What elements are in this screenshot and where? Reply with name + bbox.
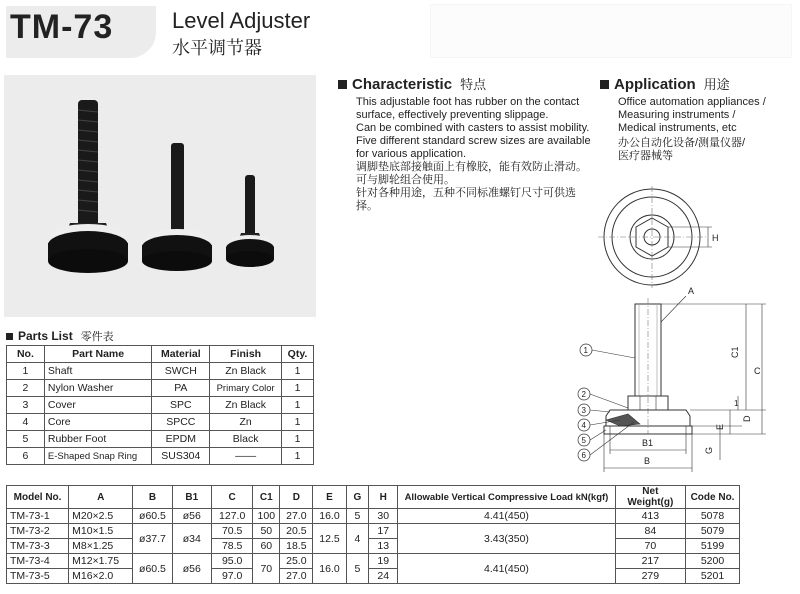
table-cell: Shaft (44, 363, 151, 380)
table-cell: 97.0 (211, 569, 252, 584)
table-row (7, 380, 314, 397)
table-row (7, 524, 740, 539)
table-cell: 5201 (686, 569, 740, 584)
table-cell: Black (210, 431, 282, 448)
table-cell: 279 (615, 569, 685, 584)
table-row (7, 448, 314, 465)
table-cell: 60 (253, 539, 280, 554)
table-cell: Zn Black (210, 397, 282, 414)
column-header: Finish (210, 346, 282, 363)
table-cell: 5 (346, 509, 369, 524)
table-cell: 3.43(350) (398, 524, 615, 554)
table-cell: 1 (282, 448, 314, 465)
table-row (7, 397, 314, 414)
table-cell: EPDM (152, 431, 210, 448)
column-header: B1 (172, 486, 211, 509)
column-header: A (69, 486, 133, 509)
column-header: Net Weight(g) (615, 486, 685, 509)
table-cell: 5199 (686, 539, 740, 554)
table-cell: —— (210, 448, 282, 465)
application-line: Measuring instruments / (618, 109, 736, 121)
table-cell: ø60.5 (133, 554, 172, 584)
characteristic-line: Can be combined with casters to assist mobility. (356, 122, 590, 134)
characteristic-line: for various application. (356, 148, 467, 160)
table-cell: 5079 (686, 524, 740, 539)
column-header: E (313, 486, 346, 509)
table-cell: ø34 (172, 524, 211, 554)
table-cell: 1 (282, 431, 314, 448)
table-cell: TM-73-2 (7, 524, 69, 539)
dim-label-d: D (742, 415, 752, 422)
table-cell: 127.0 (211, 509, 252, 524)
table-cell: 25.0 (280, 554, 313, 569)
square-bullet-icon (6, 333, 13, 340)
table-row (7, 569, 740, 584)
dim-label-b: B (644, 456, 651, 466)
table-cell: ø60.5 (133, 509, 172, 524)
table-cell: 24 (369, 569, 398, 584)
table-cell: 5078 (686, 509, 740, 524)
table-cell: 70 (253, 554, 280, 584)
table-cell: 17 (369, 524, 398, 539)
table-cell: Zn Black (210, 363, 282, 380)
table-cell: Cover (44, 397, 151, 414)
column-header: Part Name (44, 346, 151, 363)
table-cell: M8×1.25 (69, 539, 133, 554)
square-bullet-icon (338, 80, 347, 89)
column-header: G (346, 486, 369, 509)
table-cell: 1 (7, 363, 45, 380)
dim-label: H (712, 233, 719, 243)
application-line: Medical instruments, etc (618, 122, 737, 134)
table-cell: 30 (369, 509, 398, 524)
table-cell: 100 (253, 509, 280, 524)
table-cell: 95.0 (211, 554, 252, 569)
top-view-drawing (590, 186, 790, 290)
table-cell: TM-73-5 (7, 569, 69, 584)
characteristic-line: This adjustable foot has rubber on the contact (356, 96, 580, 108)
table-cell: 20.5 (280, 524, 313, 539)
table-cell: 5 (346, 554, 369, 584)
table-cell: ø56 (172, 554, 211, 584)
table-cell: 6 (7, 448, 45, 465)
table-cell: 1 (282, 397, 314, 414)
table-cell: 5200 (686, 554, 740, 569)
table-cell: 4 (346, 524, 369, 554)
product-photo (4, 75, 316, 317)
table-cell: 3 (7, 397, 45, 414)
table-cell: 5 (7, 431, 45, 448)
application-heading: Application 用途 (600, 74, 730, 93)
balloon-1: 1 (583, 346, 588, 355)
table-cell: SUS304 (152, 448, 210, 465)
table-cell: 4.41(450) (398, 554, 615, 584)
table-cell: Core (44, 414, 151, 431)
table-cell: 4 (7, 414, 45, 431)
table-row (7, 509, 740, 524)
column-header: Qty. (282, 346, 314, 363)
characteristic-line: surface, effectively preventing slippage. (356, 109, 549, 121)
dim-label-g: G (704, 446, 714, 454)
table-row (7, 539, 740, 554)
table-header-row (7, 486, 740, 509)
characteristic-text (356, 96, 591, 213)
side-view-drawing (570, 284, 794, 472)
table-cell: 13 (369, 539, 398, 554)
table-cell: PA (152, 380, 210, 397)
table-cell: 16.0 (313, 509, 346, 524)
table-cell: 413 (615, 509, 685, 524)
table-cell: 16.0 (313, 554, 346, 584)
column-header: Material (152, 346, 210, 363)
characteristic-heading: Characteristic 特点 (338, 74, 486, 93)
dim-label-c1: C1 (730, 346, 740, 358)
dim-label-1: 1 (734, 399, 739, 408)
model-number: TM-73 (10, 8, 114, 46)
table-cell: M20×2.5 (69, 509, 133, 524)
parts-list-heading: Parts List 零件表 (6, 328, 114, 344)
characteristic-line: 调脚垫底部接触面上有橡胶，能有效防止滑动。 (356, 161, 587, 173)
balloon-5: 5 (581, 436, 586, 445)
table-cell: 70.5 (211, 524, 252, 539)
spec-table (6, 485, 740, 584)
table-cell: M16×2.0 (69, 569, 133, 584)
table-cell: TM-73-1 (7, 509, 69, 524)
table-cell: 27.0 (280, 569, 313, 584)
balloon-6: 6 (581, 451, 586, 460)
table-cell: Zn (210, 414, 282, 431)
table-cell: Primary Color (210, 380, 282, 397)
column-header: Model No. (7, 486, 69, 509)
parts-table (6, 345, 314, 465)
table-cell: 2 (7, 380, 45, 397)
table-cell: 18.5 (280, 539, 313, 554)
characteristic-line: 针对各种用途，五种不同标准螺钉尺寸可供选择。 (356, 187, 576, 212)
square-bullet-icon (600, 80, 609, 89)
product-title-cn: 水平调节器 (172, 38, 262, 58)
application-line: 医疗器械等 (618, 150, 673, 162)
column-header: D (280, 486, 313, 509)
table-cell: ø37.7 (133, 524, 172, 554)
characteristic-line: Five different standard screw sizes are available (356, 135, 591, 147)
table-cell: 1 (282, 414, 314, 431)
bleed-through-ghost (430, 4, 792, 58)
table-cell: 84 (615, 524, 685, 539)
column-header: Code No. (686, 486, 740, 509)
balloon-4: 4 (581, 421, 586, 430)
column-header: C1 (253, 486, 280, 509)
table-cell: TM-73-4 (7, 554, 69, 569)
application-line: 办公自动化设备/测量仪器/ (618, 137, 746, 149)
table-cell: 78.5 (211, 539, 252, 554)
column-header: B (133, 486, 172, 509)
table-cell: E-Shaped Snap Ring (44, 448, 151, 465)
dim-label-a: A (688, 286, 695, 296)
table-row (7, 363, 314, 380)
dim-label-c: C (754, 366, 761, 376)
balloon-3: 3 (581, 406, 586, 415)
dim-label-b1: B1 (642, 438, 654, 448)
column-header: H (369, 486, 398, 509)
table-cell: 27.0 (280, 509, 313, 524)
characteristic-line: 可与脚轮组合使用。 (356, 174, 455, 186)
application-text (618, 96, 793, 163)
table-cell: TM-73-3 (7, 539, 69, 554)
table-cell: 1 (282, 363, 314, 380)
table-cell: SPCC (152, 414, 210, 431)
table-cell: SWCH (152, 363, 210, 380)
table-cell: 50 (253, 524, 280, 539)
dim-label-e: E (715, 423, 725, 430)
table-cell: SPC (152, 397, 210, 414)
balloon-2: 2 (581, 390, 586, 399)
application-line: Office automation appliances / (618, 96, 766, 108)
table-cell: Rubber Foot (44, 431, 151, 448)
table-cell: ø56 (172, 509, 211, 524)
product-title: Level Adjuster (172, 8, 311, 33)
table-cell: 217 (615, 554, 685, 569)
column-header: C (211, 486, 252, 509)
table-row (7, 554, 740, 569)
table-row (7, 431, 314, 448)
table-cell: 19 (369, 554, 398, 569)
table-cell: 1 (282, 380, 314, 397)
table-cell: Nylon Washer (44, 380, 151, 397)
column-header: No. (7, 346, 45, 363)
table-cell: 12.5 (313, 524, 346, 554)
table-cell: 4.41(450) (398, 509, 615, 524)
table-cell: M12×1.75 (69, 554, 133, 569)
table-cell: 70 (615, 539, 685, 554)
table-cell: M10×1.5 (69, 524, 133, 539)
table-header-row (7, 346, 314, 363)
table-row (7, 414, 314, 431)
column-header: Allowable Vertical Compressive Load kN(kgf) (398, 486, 615, 509)
level-adjuster-photo-icon (4, 75, 316, 317)
